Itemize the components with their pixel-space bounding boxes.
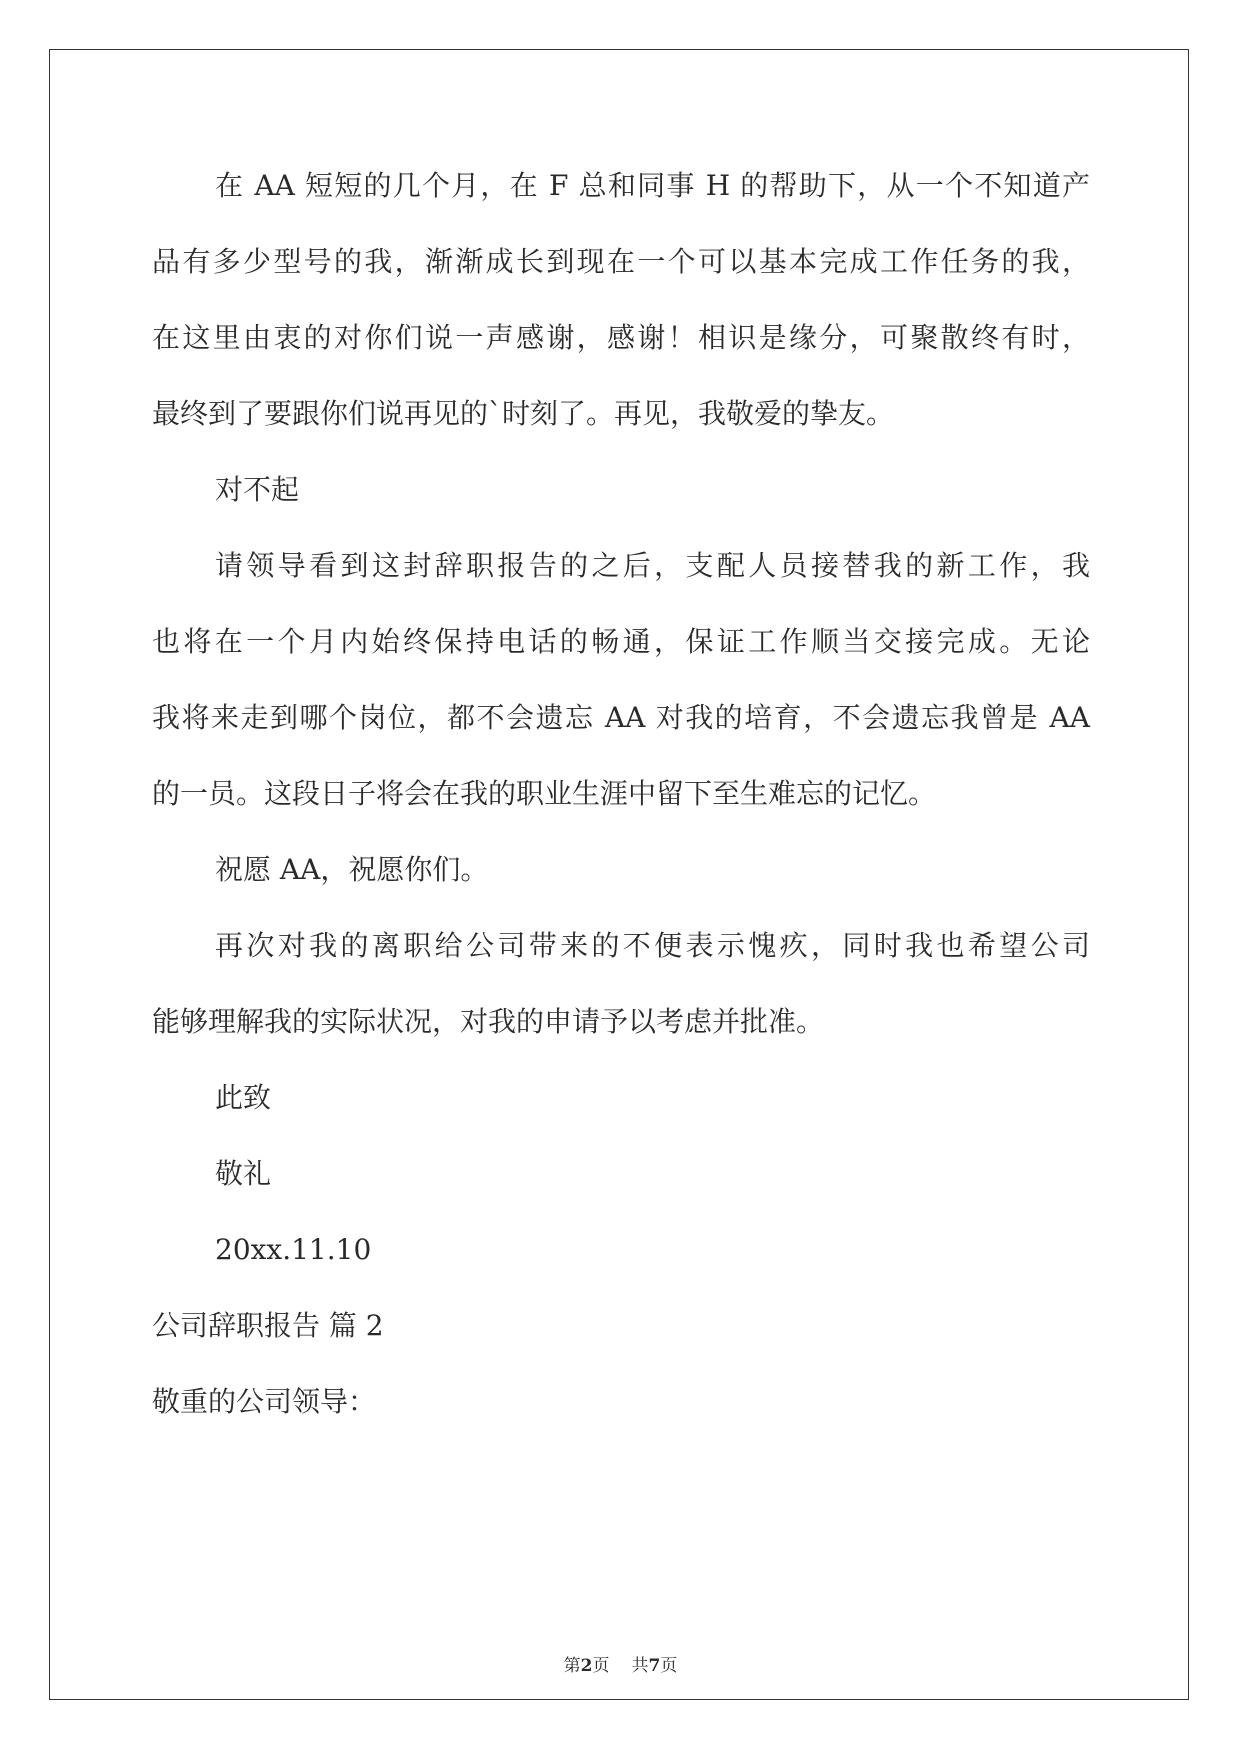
- paragraph-line: 祝愿 AA，祝愿你们。: [215, 853, 489, 886]
- total-suffix: 页: [660, 1656, 678, 1676]
- paragraph-line: 最终到了要跟你们说再见的`时刻了。再见，我敬爱的挚友。: [152, 397, 895, 430]
- paragraph-line: 请领导看到这封辞职报告的之后，支配人员接替我的新工作，我: [215, 549, 1090, 582]
- paragraph-line: 再次对我的离职给公司带来的不便表示愧疚，同时我也希望公司: [215, 929, 1090, 962]
- total-page-number: 7: [648, 1656, 661, 1676]
- paragraph-line: 在这里由衷的对你们说一声感谢，感谢！相识是缘分，可聚散终有时，: [152, 321, 1090, 354]
- page-prefix: 第: [563, 1656, 581, 1676]
- current-page-number: 2: [580, 1656, 593, 1676]
- page-suffix: 页: [592, 1656, 610, 1676]
- date-line: 20xx.11.10: [215, 1233, 372, 1266]
- paragraph-line: 的一员。这段日子将会在我的职业生涯中留下至生难忘的记忆。: [152, 777, 937, 810]
- closing-line: 此致: [215, 1081, 272, 1114]
- salutation-line: 敬重的公司领导：: [152, 1385, 377, 1418]
- paragraph-line: 能够理解我的实际状况，对我的申请予以考虑并批准。: [152, 1005, 825, 1038]
- paragraph-line: 我将来走到哪个岗位，都不会遗忘 AA 对我的培育，不会遗忘我曾是 AA: [152, 701, 1090, 734]
- paragraph-line: 也将在一个月内始终保持电话的畅通，保证工作顺当交接完成。无论: [152, 625, 1090, 658]
- page-footer: [0, 1654, 1241, 1678]
- paragraph-line: 在 AA 短短的几个月，在 F 总和同事 H 的帮助下，从一个不知道产: [215, 169, 1090, 202]
- paragraph-line: 对不起: [215, 473, 300, 506]
- paragraph-line: 品有多少型号的我，渐渐成长到现在一个可以基本完成工作任务的我，: [152, 245, 1090, 278]
- section-heading: 公司辞职报告 篇 2: [152, 1309, 384, 1342]
- total-prefix: 共: [631, 1656, 649, 1676]
- closing-line: 敬礼: [215, 1157, 272, 1190]
